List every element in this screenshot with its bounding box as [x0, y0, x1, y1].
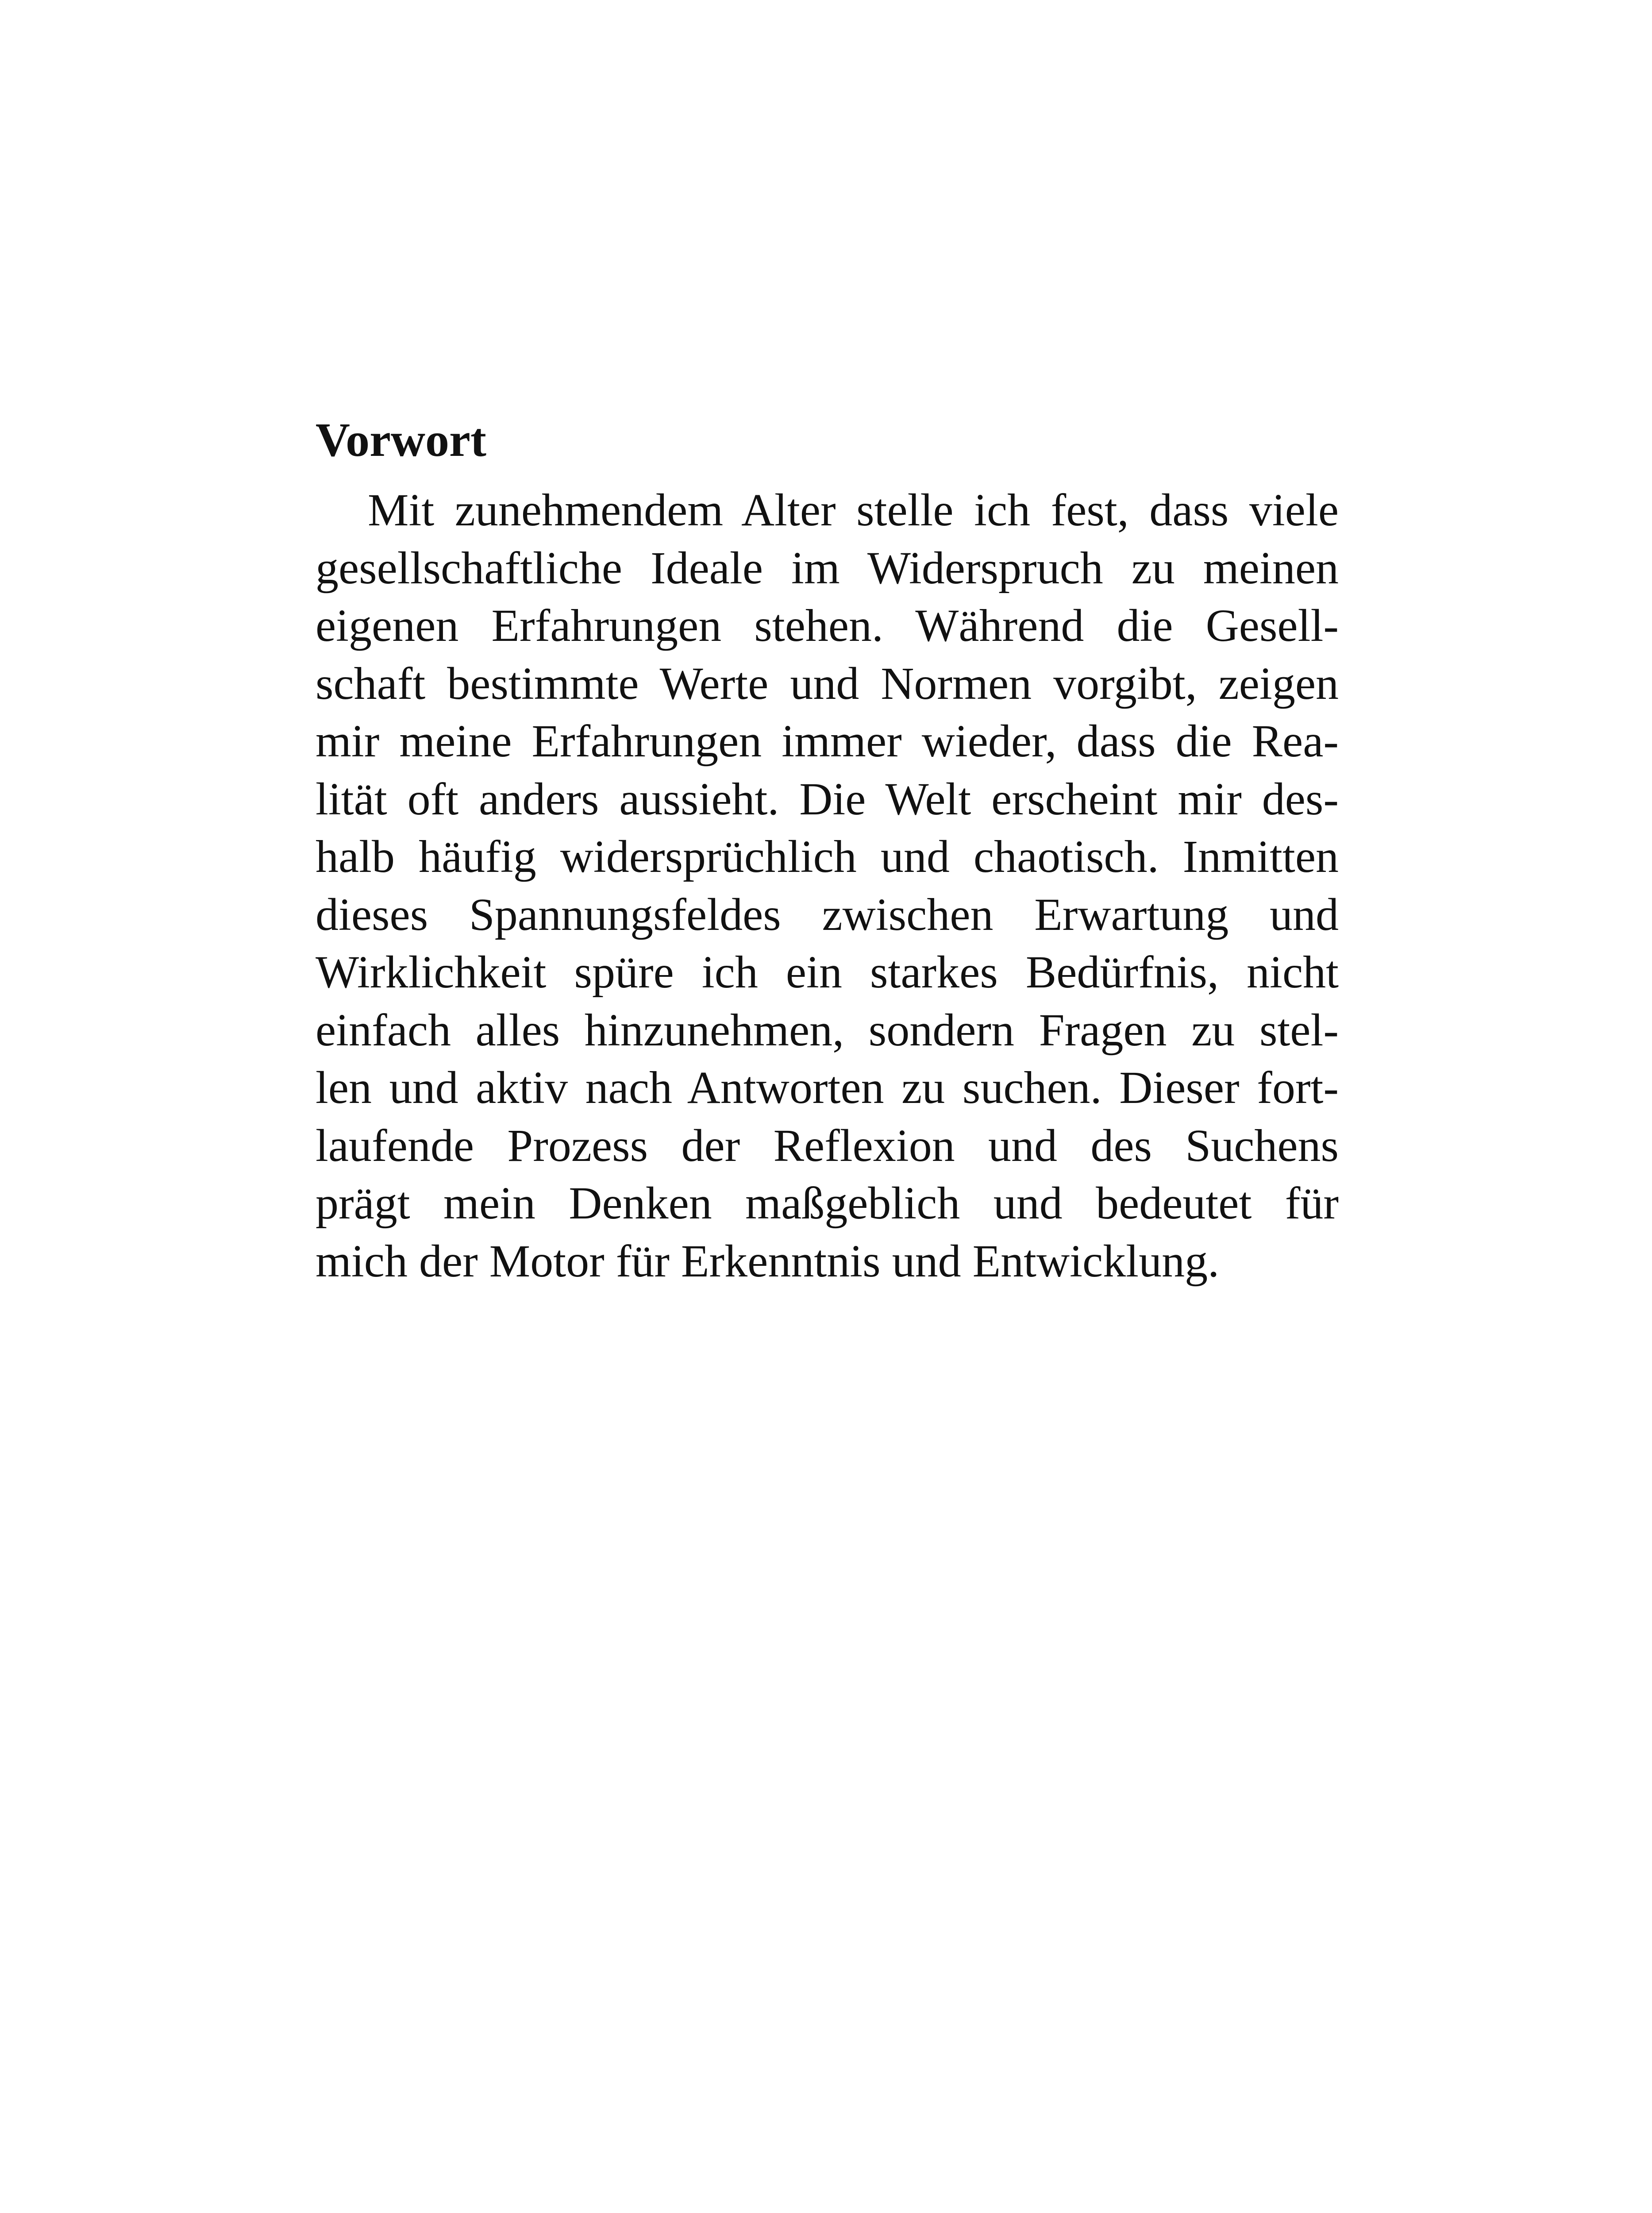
paragraph-line: Mit zunehmendem Alter stelle ich fest, dass viele — [368, 485, 1339, 536]
paragraph-line: Wirklichkeit spüre ich ein starkes Bedürfnis, nicht — [316, 947, 1339, 998]
text-block — [316, 412, 1339, 1290]
page-title: Vorwort — [316, 414, 486, 467]
paragraph-line: lität oft anders aussieht. Die Welt erscheint mir des- — [316, 773, 1339, 825]
paragraph-line: eigenen Erfahrungen stehen. Während die Gesell- — [316, 600, 1339, 651]
paragraph-line: mich der Motor für Erkenntnis und Entwicklung. — [316, 1235, 1220, 1287]
paragraph-line: laufende Prozess der Reflexion und des Suchens — [316, 1120, 1339, 1171]
paragraph-line: schaft bestimmte Werte und Normen vorgibt, zeigen — [316, 658, 1339, 709]
paragraph-line: halb häufig widersprüchlich und chaotisch. Inmitten — [316, 831, 1339, 882]
paragraph-line: len und aktiv nach Antworten zu suchen. Dieser fort- — [316, 1062, 1339, 1113]
body-paragraph — [316, 482, 1339, 1290]
paragraph-line: gesellschaftliche Ideale im Widerspruch zu meinen — [316, 542, 1339, 594]
paragraph-line: dieses Spannungsfeldes zwischen Erwartung und — [316, 889, 1339, 940]
paragraph-line: mir meine Erfahrungen immer wieder, dass die Rea- — [316, 716, 1339, 767]
paragraph-line: einfach alles hinzunehmen, sondern Fragen zu stel- — [316, 1004, 1339, 1056]
paragraph-line: prägt mein Denken maßgeblich und bedeutet für — [316, 1178, 1339, 1229]
